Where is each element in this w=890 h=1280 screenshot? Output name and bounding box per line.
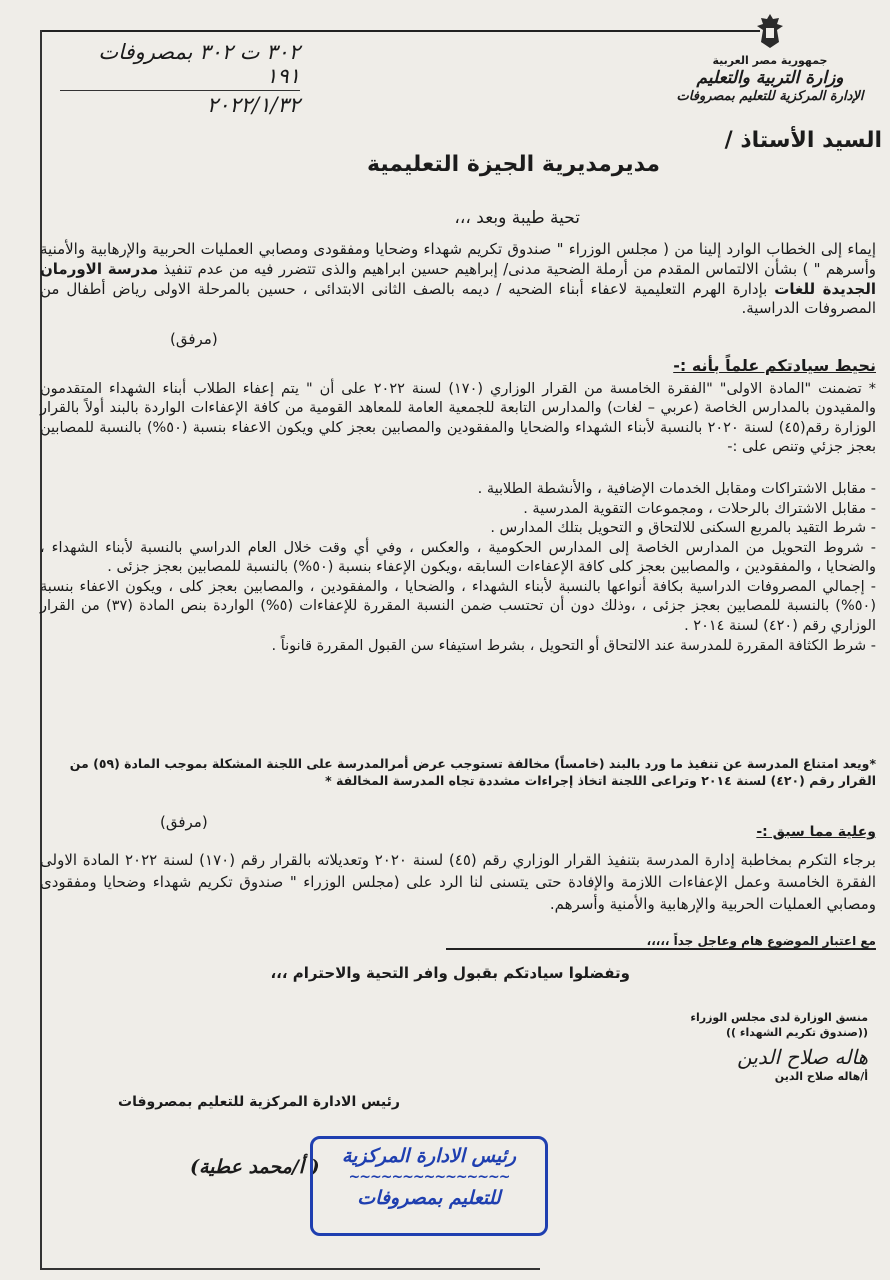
greeting: تحية طيبة وبعد ،،، xyxy=(454,208,580,228)
header-department: الإدارة المركزية للتعليم بمصروفات xyxy=(676,89,864,104)
list-item: - مقابل الاشتراكات ومقابل الخدمات الإضافية ، والأنشطة الطلابية . xyxy=(477,481,876,497)
coordinator-name: أ/هاله صلاح الدين xyxy=(774,1069,868,1083)
header-country: جمهورية مصر العربية xyxy=(712,54,828,67)
handwritten-reference xyxy=(60,40,300,117)
list-item: - شرط التقيد بالمربع السكنى للالتحاق و التحويل بتلك المدارس . xyxy=(490,520,876,537)
list-item: - مقابل الاشتراك بالرحلات ، ومجموعات التقوية المدرسية . xyxy=(523,500,876,517)
note-heading: نحيط سيادتكم علماً بأنه :- xyxy=(673,356,876,375)
school-name: مدرسة الاورمان الجديدة للغات xyxy=(40,259,876,298)
paragraph-intro xyxy=(40,240,876,319)
stamp-line-1: رئيس الادارة المركزية xyxy=(341,1145,517,1167)
paragraph-intro-text: إيماء إلى الخطاب الوارد إلينا من ( مجلس الوزراء " صندوق تكريم شهداء وضحايا ومفقودى ومصابي العمليات الحربية والإرهابية والأمنية وأسرهم " ) بشأن الالتماس المقدم من أرملة الضحية مدنى/ إبراهيم حسين ابراهيم والذى تتضرر فيه من عدم تنفيذ xyxy=(40,240,876,278)
exemptions-list xyxy=(40,480,876,656)
attachment-label-2: (مرفق) xyxy=(160,813,208,831)
list-item: - إجمالي المصروفات الدراسية بكافة أنواعها بالنسبة لأبناء الشهداء ، والضحايا ، والمفقودين ، والمصابين بعجز كلى ، ويكون الاعفاء بنسبة (٥٠%) بالنسبة للمصابين بعجز جزئى ، ،وذلك دون أن تحتسب ضمن النسبة المقررة للإعفاءات (٥%) الواردة بنص المادة (٣٧) من القرار الوزاري رقم (٤٢٠) لسنة ٢٠١٤ . xyxy=(40,578,876,634)
official-stamp xyxy=(310,1136,548,1236)
closing-line: وتفضلوا سيادتكم بقبول وافر التحية والاحترام ،،، xyxy=(270,964,630,982)
coordinator-fund: ((صندوق تكريم الشهداء )) xyxy=(726,1026,868,1040)
decree-paragraph: * تضمنت "المادة الاولى" "الفقرة الخامسة من القرار الوزاري (١٧٠) لسنة ٢٠٢٢ على أن " يتم إعفاء الطلاب أبناء الشهداء المتقدمون والمقيدون بالمدارس الخاصة (عربي – لغات) والمدارس التابعة للجمعية العامة للمعاهد القومية من كافة الإعفاءات الواردة بالبند أولاً بالقرار الوزارة رقم(٤٥) لسنة ٢٠٢٠ بالنسبة لأبناء الشهداء والضحايا والمفقودين والمصابين بعجز كلي ويكون الاعفاء بنسبة (٥٠%) بالنسبة للمصابين بعجز جزئي وتنص على :- xyxy=(40,381,876,455)
eagle-emblem-icon xyxy=(755,12,785,50)
handwritten-ref-date: ٢٠٢٢/١/٣٢ xyxy=(206,93,300,117)
frame-top-line xyxy=(40,30,760,32)
signature-head-name: ( أ/محمد عطية) xyxy=(190,1156,320,1178)
addressee-name: مديرمديرية الجيزة التعليمية xyxy=(366,152,660,177)
list-item: - شرط الكثافة المقررة للمدرسة عند الالتحاق أو التحويل ، بشرط استيفاء سن القبول المقررة قانوناً . xyxy=(271,637,876,654)
request-paragraph: برجاء التكرم بمخاطبة إدارة المدرسة بتنفيذ القرار الوزاري رقم (٤٥) لسنة ٢٠٢٠ وتعديلاته بالقرار رقم (١٧٠) لسنة ٢٠٢٢ المادة الاولى الفقرة الخامسة وعمل الإعفاءات اللازمة والإفادة حتى يتسنى لنا الرد على (مجلس الوزراء " صندوق تكريم شهداء وضحايا ومفقودى ومصابي العمليات الحربية والإرهابية والأمنية وأسرهم. xyxy=(40,851,876,913)
paragraph-intro-text-end: بإدارة الهرم التعليمية لاعفاء أبناء الضحيه / ديمه بالصف الثانى الابتدائى ، حسين بالمرحلة الاولى رياض أطفال من المصروفات الدراسية. xyxy=(40,279,876,318)
urgency-text: مع اعتبار الموضوع هام وعاجل جداً ،،،،، xyxy=(446,934,876,950)
signature-coordinator xyxy=(690,1010,868,1084)
handwritten-ref-number: ٣٠٢ ت ٣٠٢ بمصروفات ١٩١ xyxy=(60,40,300,91)
coordinator-title: منسق الوزارة لدى مجلس الوزراء xyxy=(690,1011,868,1024)
addressee-title: السيد الأستاذ / xyxy=(724,128,882,153)
conclusion-heading: وعلية مما سبق :- xyxy=(756,824,876,840)
header-ministry: وزارة التربية والتعليم xyxy=(696,67,844,88)
handwritten-signature: هاله صلاح الدين xyxy=(737,1044,868,1069)
urgency-note xyxy=(16,934,876,950)
ministry-header xyxy=(670,12,870,105)
stamp-line-2: للتعليم بمصروفات xyxy=(357,1187,501,1209)
list-item: - شروط التحويل من المدارس الخاصة إلى المدارس الحكومية ، والعكس ، وفي أي وقت خلال العام الدراسي بالنسبة لأبناء الشهداء ، والضحايا ، والمفقودين ، والمصابين بعجز كلى كافة الإعفاءات السابقه ،ويكون الإعفاء بنسبة (٥٠%) بالنسبة للمصابين بعجز جزئى . xyxy=(40,539,876,576)
attachment-label: (مرفق) xyxy=(170,330,218,348)
stamp-wave: ~~~~~~~~~~~~~~~ xyxy=(348,1169,510,1185)
frame-bottom-line xyxy=(40,1268,540,1270)
violation-note: *ويعد امتناع المدرسة عن تنفيذ ما ورد بالبند (خامساً) مخالفة تستوجب عرض أمرالمدرسة على اللجنة المشكلة بموجب المادة (٥٩) من القرار رقم (٤٢٠) لسنة ٢٠١٤ وتراعى اللجنة اتخاذ إجراءات مشددة تجاه المدرسة المخالفة * xyxy=(69,756,876,788)
signature-head-title: رئيس الادارة المركزية للتعليم بمصروفات xyxy=(118,1094,400,1110)
